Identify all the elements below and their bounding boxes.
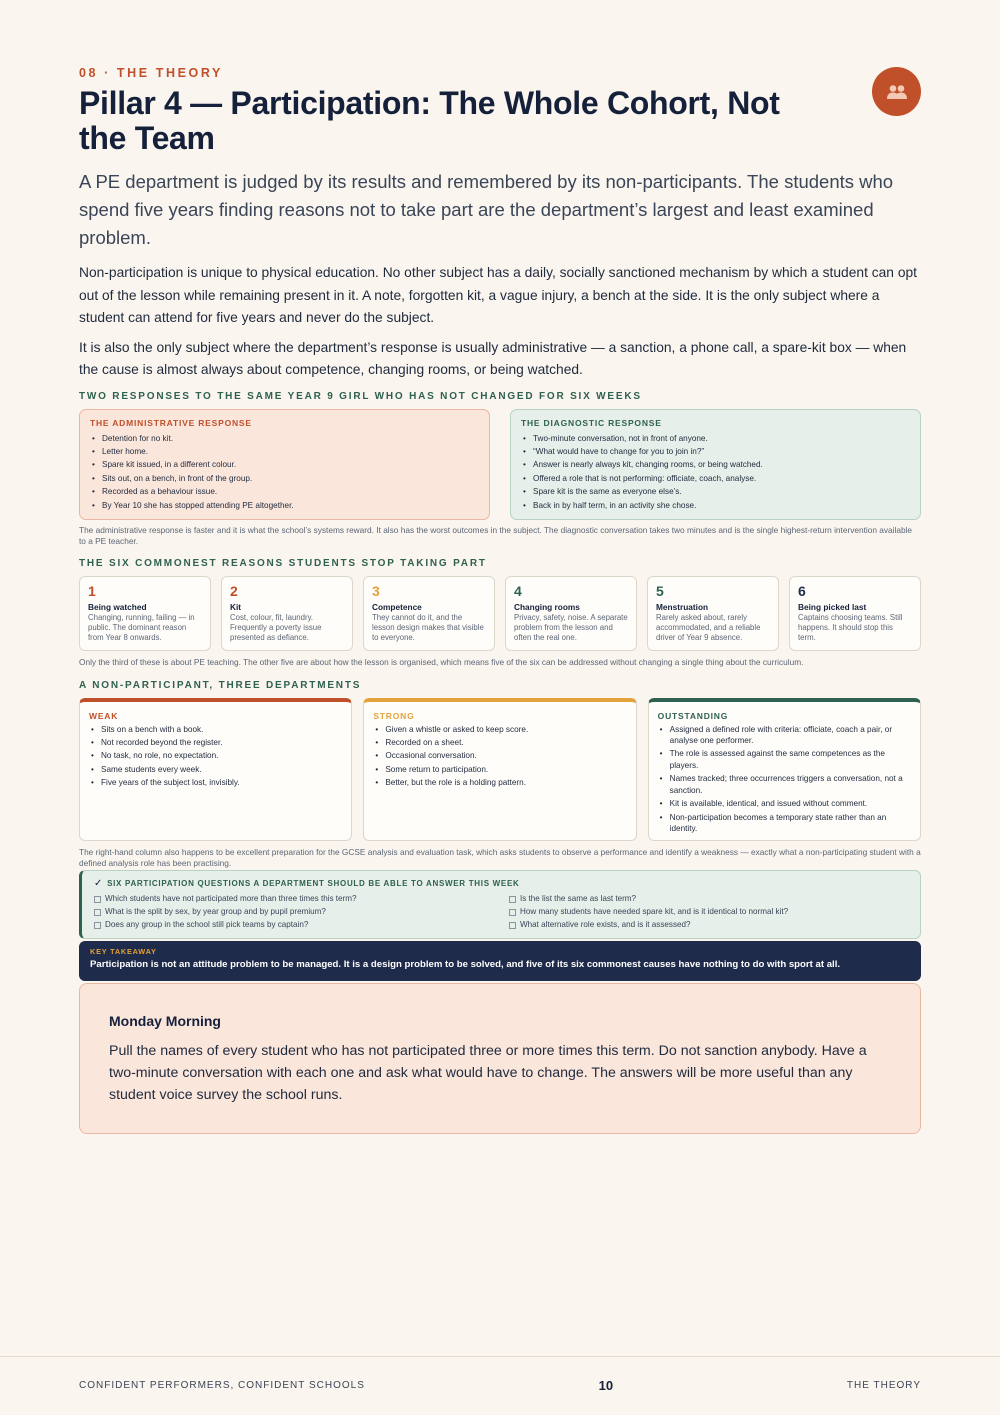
list-item: • Assigned a defined role with criteria: officiate, coach a pair, or analyse one performer. [658,724,911,747]
department-outstanding-title: OUTSTANDING [657,710,729,721]
responses-comparison [79,409,921,520]
reason-description: Rarely asked about, rarely accommodated, and a reliable driver of Year 9 absence. [656,612,761,643]
list-item: • The role is assessed against the same competences as the players. [658,748,911,771]
reason-card [363,576,495,651]
question-item: Does any group in the school still pick teams by captain? [94,918,493,931]
list-item: • Sits out, on a bench, in front of the group. [90,472,479,485]
reason-card [505,576,637,651]
list-item: • Recorded on a sheet. [373,737,626,749]
departments-comparison [79,698,921,841]
list-item: • By Year 10 she has stopped attending PE altogether. [90,499,479,512]
diagnostic-response-title: THE DIAGNOSTIC RESPONSE [521,417,662,428]
list-item: • Same students every week. [89,764,342,776]
reason-card [221,576,353,651]
reason-number: 3 [372,582,380,599]
department-weak-title: WEAK [89,710,119,721]
reason-title: Changing rooms [514,601,580,612]
reason-number: 5 [656,582,664,599]
list-item: • Kit is available, identical, and issued without comment. [658,798,911,810]
responses-heading: TWO RESPONSES TO THE SAME YEAR 9 GIRL WHO HAS NOT CHANGED FOR SIX WEEKS [79,390,642,402]
department-strong-title: STRONG [373,710,415,721]
list-item: • Not recorded beyond the register. [89,737,342,749]
question-item: How many students have needed spare kit, and is it identical to normal kit? [509,905,908,918]
list-item: • Sits on a bench with a book. [89,724,342,736]
check-icon: ✓ [94,877,104,889]
reason-number: 6 [798,582,806,599]
responses-caption: The administrative response is faster and it is what the school’s systems reward. It also has the worst outcomes in the subject. The diagnostic conversation takes two minutes and is the single highest-return intervention available to a PE teacher. [79,524,913,546]
administrative-response-box [79,409,490,520]
department-strong-list [373,724,626,789]
list-item: • Five years of the subject lost, invisibly. [89,777,342,789]
department-weak-card [79,698,352,841]
reason-card [79,576,211,651]
section-name: THE THEORY [116,66,223,80]
list-item: • Spare kit is the same as everyone else’s. [521,485,910,498]
reasons-grid [79,576,921,651]
reason-number: 1 [88,582,96,599]
reason-number: 4 [514,582,522,599]
reason-title: Competence [372,601,422,612]
reasons-caption: Only the third of these is about PE teaching. The other five are about how the lesson is organised, which means five of the six can be addressed without changing a single thing about the curriculum. [79,656,804,667]
questions-heading [94,878,908,889]
reason-description: Cost, colour, fit, laundry. Frequently a poverty issue presented as defiance. [230,612,322,643]
list-item: • Better, but the role is a holding pattern. [373,777,626,789]
reasons-heading: THE SIX COMMONEST REASONS STUDENTS STOP TAKING PART [79,557,487,569]
questions-box [79,870,921,939]
list-item: • Recorded as a behaviour issue. [90,485,479,498]
page-number: 10 [598,1378,614,1393]
administrative-response-list [90,432,479,512]
list-item: • Spare kit issued, in a different colour. [90,458,479,471]
department-weak-list [89,724,342,789]
body-paragraph: It is also the only subject where the department’s response is usually administrative — a sanction, a phone call, a spare-kit box — when the cause is almost always about competence, changing rooms, or being watched. [79,339,907,377]
list-item: • Back in by half term, in an activity she chose. [521,499,910,512]
list-item: • “What would have to change for you to join in?” [521,445,910,458]
list-item: • Answer is nearly always kit, changing rooms, or being watched. [521,458,910,471]
list-item: • Given a whistle or asked to keep score. [373,724,626,736]
section-kicker [79,66,921,80]
question-item: What is the split by sex, by year group and by pupil premium? [94,905,493,918]
main-content [79,66,921,1134]
footer-section-name: THE THEORY [846,1380,921,1391]
reason-card [789,576,921,651]
monday-morning-text: Pull the names of every student who has not participated three or more times this term. Do not sanction anybody. Have a two-minute conversation with each one and ask what would have to change. The answers will be more useful than any student voice survey the school runs. [109,1042,867,1103]
department-strong-card [363,698,636,841]
questions-heading-text: SIX PARTICIPATION QUESTIONS A DEPARTMENT SHOULD BE ABLE TO ANSWER THIS WEEK [107,878,520,888]
list-item: • Some return to participation. [373,764,626,776]
lede-paragraph: A PE department is judged by its results and remembered by its non-participants. The students who spend five years finding reasons not to take part are the department’s largest and least examined problem. [79,171,894,248]
list-item: • Non-participation becomes a temporary state rather than an identity. [658,812,911,835]
page-footer [79,1378,921,1393]
reason-card [647,576,779,651]
reason-title: Being picked last [798,601,867,612]
footer-divider [0,1356,1000,1357]
page-title: Pillar 4 — Participation: The Whole Cohort, Not the Team [79,85,780,156]
list-item: • Names tracked; three occurrences triggers a conversation, not a sanction. [658,773,911,796]
list-item: • Letter home. [90,445,479,458]
monday-morning-title: Monday Morning [109,1012,221,1029]
list-item: • Offered a role that is not performing: officiate, coach, analyse. [521,472,910,485]
list-item: • Two-minute conversation, not in front of anyone. [521,432,910,445]
administrative-response-title: THE ADMINISTRATIVE RESPONSE [90,417,252,428]
reason-title: Being watched [88,601,147,612]
diagnostic-response-box [510,409,921,520]
reason-description: Privacy, safety, noise. A separate problem from the lesson and often the real one. [514,612,628,643]
kicker-separator: · [104,66,111,80]
body-paragraph: Non-participation is unique to physical education. No other subject has a daily, socially sanctioned mechanism by which a student can opt out of the lesson while remaining present in it. A note, forgotten kit, a vague injury, a bench at the side. It is the only subject where a student can attend for five years and never do the subject. [79,265,917,325]
reason-description: Captains choosing teams. Still happens. It should stop this term. [798,612,903,643]
reason-description: Changing, running, failing — in public. The dominant reason from Year 8 onwards. [88,612,195,643]
list-item: • No task, no role, no expectation. [89,750,342,762]
footer-book-title: CONFIDENT PERFORMERS, CONFIDENT SCHOOLS [79,1380,365,1391]
department-outstanding-card [648,698,921,841]
question-item: Is the list the same as last term? [509,892,908,905]
reason-title: Kit [230,601,242,612]
reason-description: They cannot do it, and the lesson design makes that visible to everyone. [372,612,484,643]
question-item: What alternative role exists, and is it assessed? [509,918,908,931]
diagnostic-response-list [521,432,910,512]
list-item: • Occasional conversation. [373,750,626,762]
question-item: Which students have not participated more than three times this term? [94,892,493,905]
questions-grid [94,892,908,931]
key-takeaway-box [79,941,921,981]
monday-morning-box [79,983,921,1134]
section-number: 08 [79,66,99,80]
departments-heading: A NON-PARTICIPANT, THREE DEPARTMENTS [79,679,362,691]
list-item: • Detention for no kit. [90,432,479,445]
department-outstanding-list [658,724,911,836]
reason-number: 2 [230,582,238,599]
key-takeaway-label: KEY TAKEAWAY [90,946,157,956]
departments-caption: The right-hand column also happens to be excellent preparation for the GCSE analysis and evaluation task, which asks students to observe a performance and identify a weakness — exactly what a non-participating student with a defined analysis role has been practising. [79,846,921,868]
key-takeaway-text: Participation is not an attitude problem to be managed. It is a design problem to be solved, and five of its six commonest causes have nothing to do with sport at all. [90,958,841,970]
reason-title: Menstruation [656,601,709,612]
